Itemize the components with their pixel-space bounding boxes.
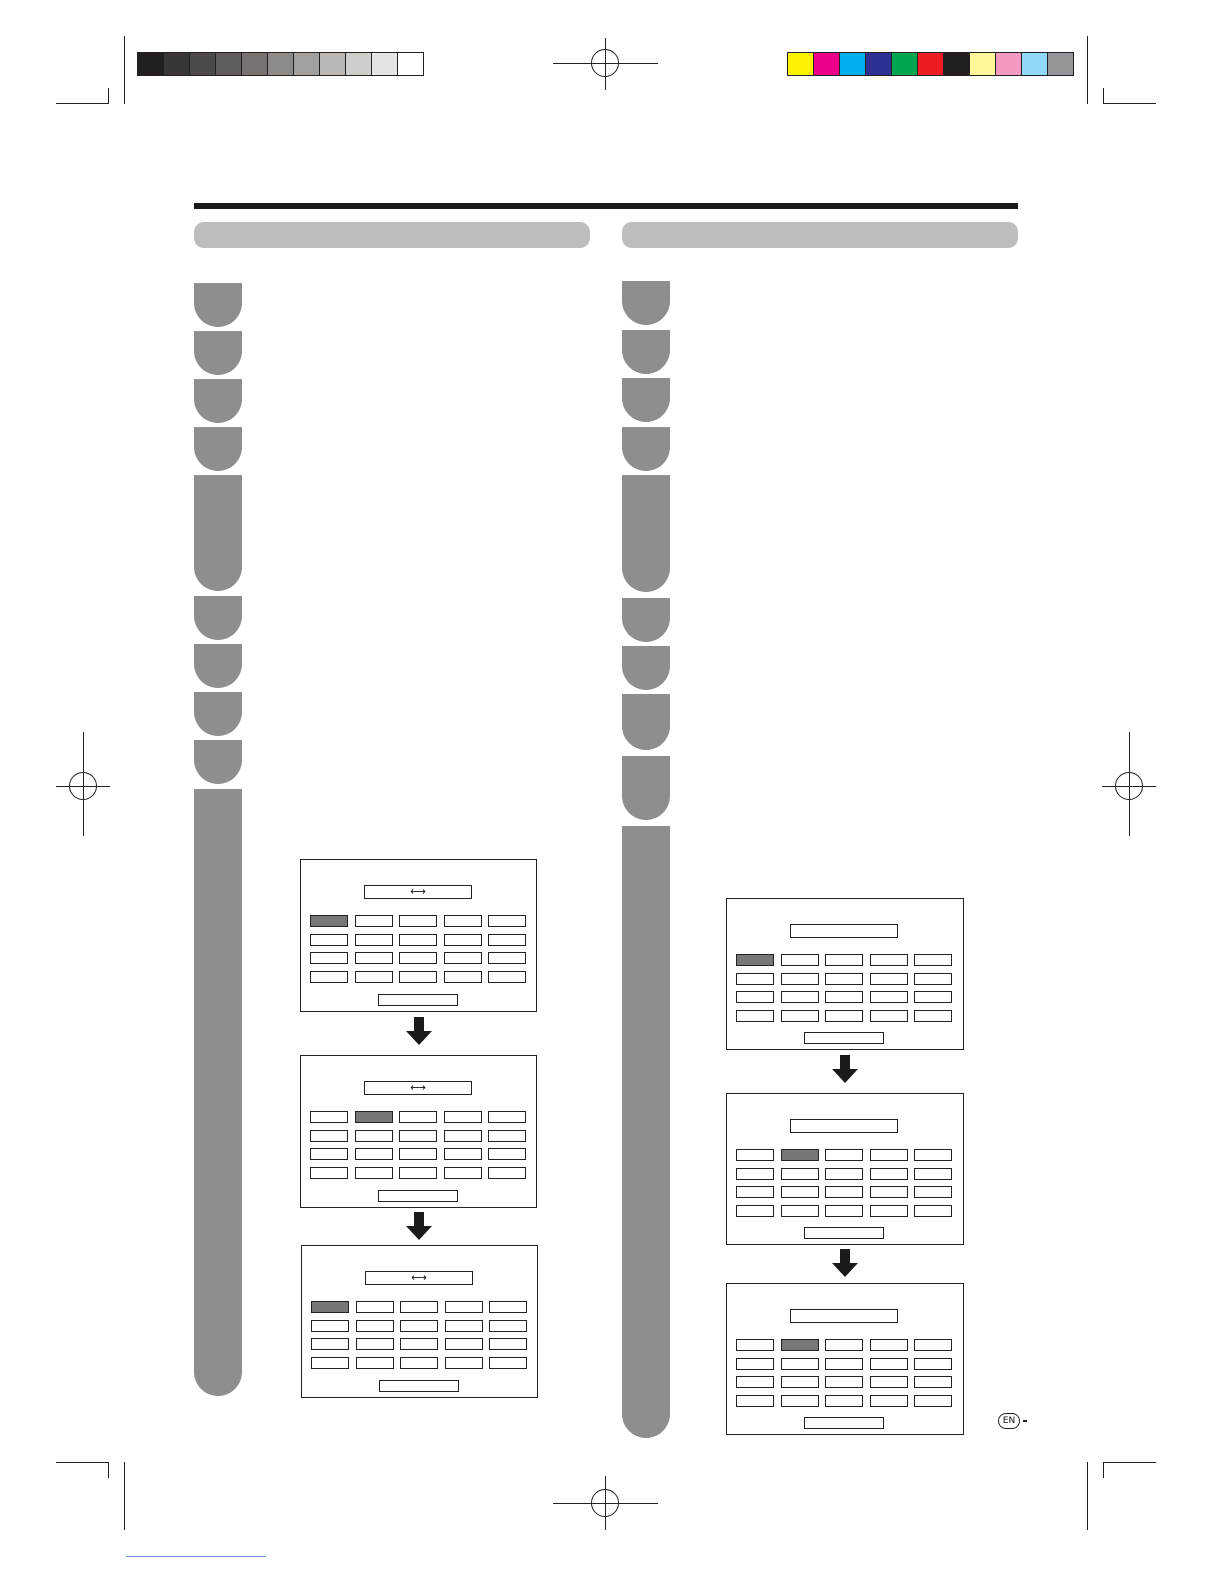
down-arrow-icon (830, 1249, 860, 1277)
grid-cell (914, 1358, 952, 1370)
screen-title (790, 924, 898, 938)
grid-cell (736, 1358, 774, 1370)
grid-cell (355, 971, 393, 983)
grid-cell (870, 1395, 908, 1407)
color-swatch (891, 52, 918, 76)
grid-cell (914, 991, 952, 1003)
left-section-header (194, 222, 590, 248)
grid-cell (825, 1395, 863, 1407)
grid-cell (825, 973, 863, 985)
grid-cell (736, 1149, 774, 1161)
grid-cell (444, 1167, 482, 1179)
color-swatch (969, 52, 996, 76)
screen-title: ⟷ (364, 885, 472, 899)
step-tab (622, 330, 670, 374)
grid-cell (781, 1186, 819, 1198)
color-swatch (241, 52, 268, 76)
grid-cell (870, 1186, 908, 1198)
grid-cell (736, 1395, 774, 1407)
osd-screen-illustration (300, 1055, 537, 1208)
osd-screen-illustration (726, 1093, 964, 1245)
osd-screen-illustration (726, 898, 964, 1050)
grid-cell (445, 1320, 483, 1332)
grid-cell (310, 915, 348, 927)
grid-cell (781, 1376, 819, 1388)
grid-cell (355, 952, 393, 964)
grid-cell (400, 1301, 438, 1313)
crop-mark (56, 1462, 109, 1463)
grid-cell (399, 1111, 437, 1123)
color-swatch (293, 52, 320, 76)
crop-mark (1103, 1462, 1104, 1478)
grid-cell (914, 973, 952, 985)
grid-cell (781, 991, 819, 1003)
grid-cell (736, 973, 774, 985)
crop-mark (1103, 1462, 1156, 1463)
grid-cell (870, 954, 908, 966)
color-swatch (345, 52, 372, 76)
grid-cell (399, 1167, 437, 1179)
grid-cell (489, 1357, 527, 1369)
step-tab (622, 756, 670, 820)
step-tab (622, 281, 670, 325)
grid-cell (445, 1301, 483, 1313)
grid-cell (914, 1339, 952, 1351)
grid-cell (310, 934, 348, 946)
osd-screen-illustration (301, 1245, 538, 1398)
down-arrow-icon (830, 1055, 860, 1083)
step-tab (622, 694, 670, 750)
step-tab (194, 427, 242, 471)
screen-footer-bar (804, 1417, 884, 1429)
grid-cell (355, 1167, 393, 1179)
step-tab (622, 598, 670, 642)
grid-cell (445, 1357, 483, 1369)
crop-mark (124, 1462, 125, 1530)
grid-cell (781, 1358, 819, 1370)
screen-footer-bar (378, 994, 458, 1006)
step-tab (194, 740, 242, 784)
grid-cell (311, 1338, 349, 1350)
grid-cell (444, 971, 482, 983)
grid-cell (311, 1320, 349, 1332)
grid-cell (870, 1358, 908, 1370)
grid-cell (736, 1376, 774, 1388)
grid-cell (488, 1148, 526, 1160)
grid-cell (488, 915, 526, 927)
grid-cell (870, 1168, 908, 1180)
color-swatch (787, 52, 814, 76)
step-tab (194, 475, 242, 591)
color-swatch (917, 52, 944, 76)
step-tab (194, 283, 242, 327)
color-swatch (189, 52, 216, 76)
grid-cell (399, 934, 437, 946)
step-tab (194, 789, 242, 1396)
grid-cell (914, 1376, 952, 1388)
crop-mark (124, 36, 125, 104)
crop-mark (1103, 88, 1104, 104)
grid-cell (400, 1357, 438, 1369)
grid-cell (400, 1338, 438, 1350)
screen-title (790, 1309, 898, 1323)
grid-cell (310, 1130, 348, 1142)
color-swatch (371, 52, 398, 76)
grid-cell (399, 952, 437, 964)
grid-cell (870, 1376, 908, 1388)
grid-cell (781, 973, 819, 985)
grid-cell (444, 1130, 482, 1142)
color-swatch (397, 52, 424, 76)
step-tab (194, 692, 242, 736)
grid-cell (445, 1338, 483, 1350)
grid-cell (399, 915, 437, 927)
grid-cell (870, 1205, 908, 1217)
grid-cell (488, 934, 526, 946)
bottom-link-underline (126, 1556, 266, 1557)
grid-cell (311, 1301, 349, 1313)
grid-cell (489, 1301, 527, 1313)
step-tab (622, 646, 670, 690)
step-tab (194, 596, 242, 640)
color-swatch (813, 52, 840, 76)
screen-footer-bar (804, 1227, 884, 1239)
color-swatch (865, 52, 892, 76)
grid-cell (825, 1010, 863, 1022)
screen-title: ⟷ (365, 1271, 473, 1285)
grid-cell (356, 1301, 394, 1313)
grid-cell (870, 1010, 908, 1022)
crop-mark (108, 1462, 109, 1478)
grid-cell (736, 954, 774, 966)
grid-cell (356, 1320, 394, 1332)
crop-mark (1103, 103, 1156, 104)
grid-cell (870, 1339, 908, 1351)
right-section-header (622, 222, 1018, 248)
step-tab (194, 379, 242, 423)
grid-cell (914, 1010, 952, 1022)
language-badge: EN (998, 1413, 1020, 1429)
grid-cell (825, 1186, 863, 1198)
grid-cell (781, 1205, 819, 1217)
grid-cell (825, 1376, 863, 1388)
color-swatch (163, 52, 190, 76)
crop-mark (1087, 1462, 1088, 1530)
grid-cell (825, 954, 863, 966)
grid-cell (825, 1358, 863, 1370)
down-arrow-icon (404, 1017, 434, 1045)
grid-cell (489, 1320, 527, 1332)
screen-footer-bar (378, 1190, 458, 1202)
grid-cell (870, 973, 908, 985)
grid-cell (444, 915, 482, 927)
step-tab (622, 475, 670, 592)
grid-cell (914, 1186, 952, 1198)
grid-cell (488, 971, 526, 983)
color-swatch (943, 52, 970, 76)
osd-screen-illustration (300, 859, 537, 1012)
color-swatch (319, 52, 346, 76)
grid-cell (399, 971, 437, 983)
grid-cell (914, 954, 952, 966)
grid-cell (444, 952, 482, 964)
grid-cell (825, 1339, 863, 1351)
grid-cell (489, 1338, 527, 1350)
grid-cell (399, 1148, 437, 1160)
grid-cell (444, 1111, 482, 1123)
grid-cell (736, 1168, 774, 1180)
page-dash (1023, 1420, 1027, 1422)
step-tab (194, 644, 242, 688)
grid-cell (825, 1168, 863, 1180)
grid-cell (355, 915, 393, 927)
grid-cell (355, 1130, 393, 1142)
grid-cell (355, 1148, 393, 1160)
grid-cell (781, 1149, 819, 1161)
grid-cell (781, 1339, 819, 1351)
grid-cell (781, 1395, 819, 1407)
top-rule (194, 203, 1018, 209)
color-swatch (995, 52, 1022, 76)
grid-cell (781, 1010, 819, 1022)
grid-cell (825, 1149, 863, 1161)
grid-cell (355, 1111, 393, 1123)
grid-cell (355, 934, 393, 946)
grid-cell (914, 1168, 952, 1180)
screen-title: ⟷ (364, 1081, 472, 1095)
grid-cell (736, 1339, 774, 1351)
grid-cell (400, 1320, 438, 1332)
screen-footer-bar (804, 1032, 884, 1044)
grid-cell (310, 1167, 348, 1179)
color-swatch (267, 52, 294, 76)
grid-cell (736, 1186, 774, 1198)
grid-cell (914, 1149, 952, 1161)
grid-cell (825, 991, 863, 1003)
grid-cell (736, 991, 774, 1003)
grid-cell (488, 952, 526, 964)
step-tab (622, 378, 670, 422)
grid-cell (488, 1111, 526, 1123)
grid-cell (781, 954, 819, 966)
step-tab (194, 331, 242, 375)
grid-cell (444, 1148, 482, 1160)
screen-footer-bar (379, 1380, 459, 1392)
grid-cell (914, 1395, 952, 1407)
grid-cell (736, 1205, 774, 1217)
grid-cell (914, 1205, 952, 1217)
step-tab (622, 427, 670, 471)
step-tab (622, 826, 670, 1438)
color-swatch (137, 52, 164, 76)
grid-cell (781, 1168, 819, 1180)
grid-cell (488, 1130, 526, 1142)
grid-cell (310, 1111, 348, 1123)
screen-title (790, 1119, 898, 1133)
color-swatch (1021, 52, 1048, 76)
grid-cell (310, 952, 348, 964)
grid-cell (825, 1205, 863, 1217)
grid-cell (310, 971, 348, 983)
crop-mark (56, 103, 109, 104)
grid-cell (356, 1338, 394, 1350)
grid-cell (444, 934, 482, 946)
grid-cell (870, 1149, 908, 1161)
osd-screen-illustration (726, 1283, 964, 1435)
color-swatch (839, 52, 866, 76)
grid-cell (356, 1357, 394, 1369)
crop-mark (1087, 36, 1088, 104)
grid-cell (870, 991, 908, 1003)
grid-cell (310, 1148, 348, 1160)
grid-cell (399, 1130, 437, 1142)
crop-mark (108, 88, 109, 104)
color-swatch (1047, 52, 1074, 76)
color-swatch (215, 52, 242, 76)
grid-cell (736, 1010, 774, 1022)
grid-cell (311, 1357, 349, 1369)
grid-cell (488, 1167, 526, 1179)
down-arrow-icon (404, 1212, 434, 1240)
